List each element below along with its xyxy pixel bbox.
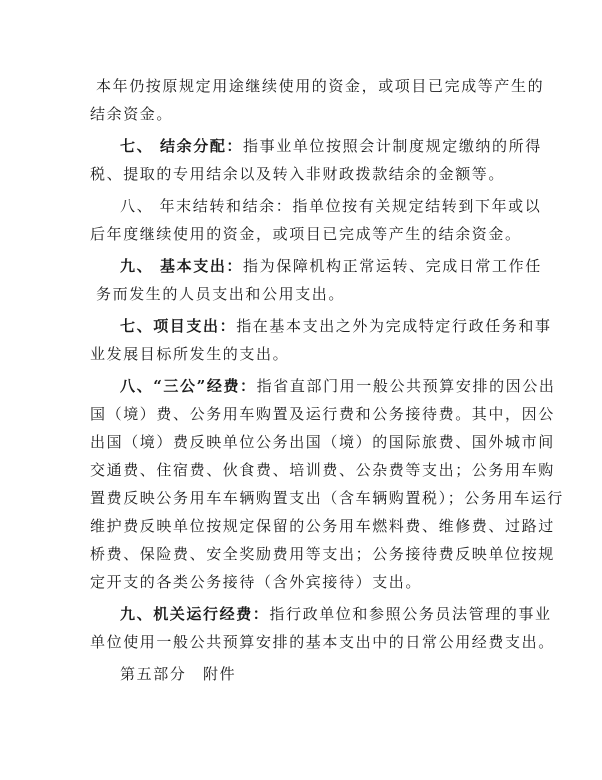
paragraph-line — [90, 544, 555, 564]
paragraph-line — [90, 164, 505, 184]
term-label: 九、机关运行经费： — [120, 605, 270, 623]
text-span: 指在基本支出之外为完成特定行政任务和事 — [236, 317, 552, 335]
paragraph-line — [120, 256, 542, 276]
paragraph-line — [96, 284, 345, 304]
text-span: 指为保障机构正常运转、完成日常工作任 — [243, 257, 542, 275]
text-span: 国（境）费、公务用车购置及运行费和公务接待费。其中，因公 — [90, 405, 555, 423]
text-span: 指行政单位和参照公务员法管理的事业 — [269, 605, 552, 623]
text-span: 业发展目标所发生的支出。 — [90, 345, 290, 363]
paragraph-line — [120, 604, 552, 624]
paragraph-line — [90, 344, 289, 364]
term-label: 七、 结余分配： — [120, 137, 244, 155]
text-span: 本年仍按原规定用途继续使用的资金，或项目已完成等产生的 — [96, 77, 545, 95]
paragraph-line — [90, 488, 564, 508]
text-span: 单位使用一般公共预算安排的基本支出中的日常公用经费支出。 — [90, 633, 555, 651]
text-span: 置费反映公务用车车辆购置支出（含车辆购置税）；公务用车运行 — [90, 489, 564, 507]
paragraph-line — [90, 632, 555, 652]
text-span: 交通费、住宿费、伙食费、培训费、公杂费等支出；公务用车购 — [90, 461, 555, 479]
paragraph-line — [96, 76, 544, 96]
text-span: 税、提取的专用结余以及转入非财政拨款结余的金额等。 — [90, 165, 506, 183]
text-span: 指省直部门用一般公共预算安排的因公出 — [256, 377, 556, 395]
paragraph-line — [90, 572, 422, 592]
text-span: 务而发生的人员支出和公用支出。 — [96, 285, 346, 303]
paragraph-line — [120, 316, 552, 336]
text-span: 出国（境）费反映单位公务出国（境）的国际旅费、国外城市间 — [90, 433, 555, 451]
text-span: 后年度继续使用的资金，或项目已完成等产生的结余资金。 — [90, 225, 522, 243]
paragraph-line — [90, 104, 173, 124]
paragraph-line — [90, 516, 555, 536]
text-span: 维护费反映单位按规定保留的公务用车燃料费、维修费、过路过 — [90, 517, 555, 535]
text-span: 桥费、保险费、安全奖励费用等支出；公务接待费反映单位按规 — [90, 545, 555, 563]
section-heading — [120, 664, 236, 684]
paragraph-line — [120, 136, 542, 156]
text-span: 定开支的各类公务接待（含外宾接待）支出。 — [90, 573, 423, 591]
text-span: 第五部分 附件 — [120, 665, 237, 683]
term-label: 九、 基本支出： — [120, 257, 244, 275]
text-span: 八、 年末结转和结余：指单位按有关规定结转到下年或以 — [120, 197, 542, 215]
term-label: 八、“三公”经费： — [120, 377, 257, 395]
paragraph-line — [90, 404, 555, 424]
text-span: 结余资金。 — [90, 105, 174, 123]
text-span: 指事业单位按照会计制度规定缴纳的所得 — [243, 137, 542, 155]
paragraph-line — [120, 196, 541, 216]
paragraph-line — [90, 432, 555, 452]
paragraph-line — [120, 376, 555, 396]
paragraph-line — [90, 224, 522, 244]
term-label: 七、项目支出： — [120, 317, 237, 335]
paragraph-line — [90, 460, 555, 480]
